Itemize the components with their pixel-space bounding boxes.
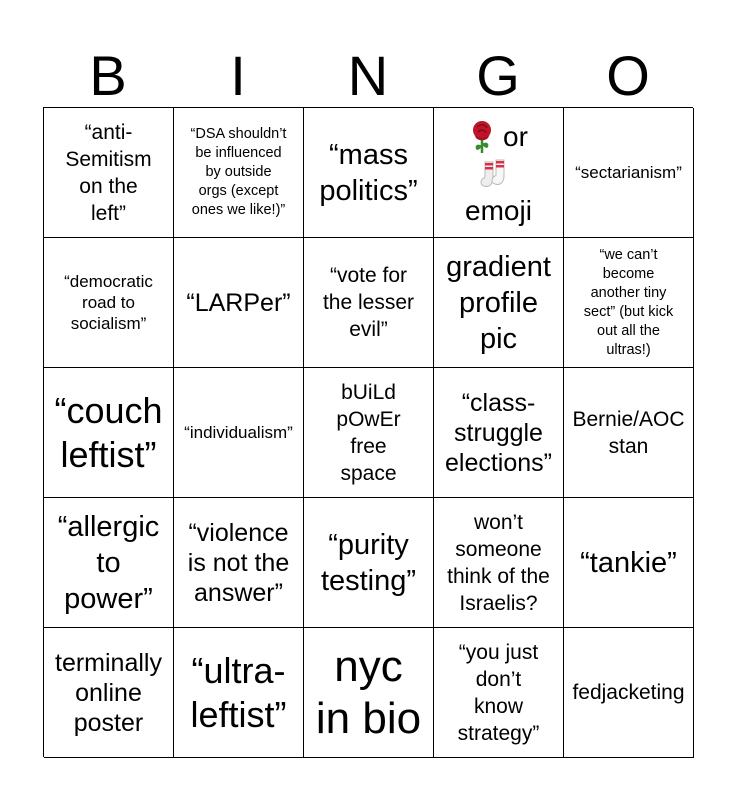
header-letter-b: B xyxy=(89,44,127,107)
bingo-cell[interactable] xyxy=(304,368,434,498)
cell-text: “allergic to power” xyxy=(57,510,160,615)
bingo-cell[interactable] xyxy=(44,628,174,758)
cell-text: fedjacketing xyxy=(572,681,685,704)
cell-text: won’t someone think of the Israelis? xyxy=(447,510,550,615)
cell-text: “LARPer” xyxy=(186,288,291,317)
cell-text: “DSA shouldn’t be influenced by outside orgs (except ones we like!)” xyxy=(190,126,287,218)
cell-text: “class- struggle elections” xyxy=(445,388,552,477)
cell-text: “ultra- leftist” xyxy=(190,649,287,735)
bingo-cell[interactable] xyxy=(304,628,434,758)
cell-text: Bernie/AOC stan xyxy=(572,407,685,458)
cell-text: “anti- Semitism on the left” xyxy=(65,120,152,225)
bingo-cell[interactable] xyxy=(44,108,174,238)
cell-text: “we can’t become another tiny sect” (but kick out all the ultras!) xyxy=(583,246,674,358)
cell-text: “purity testing” xyxy=(320,528,417,597)
bingo-cell[interactable] xyxy=(434,238,564,368)
cell-text: “couch leftist” xyxy=(54,389,163,475)
cell-text: “individualism” xyxy=(184,423,293,442)
cell-text: “vote for the lesser evil” xyxy=(322,264,415,341)
bingo-cell[interactable] xyxy=(44,368,174,498)
bingo-cell[interactable] xyxy=(434,368,564,498)
bingo-cell[interactable] xyxy=(564,108,694,238)
cell-text: “sectarianism” xyxy=(575,163,682,182)
bingo-cell[interactable] xyxy=(434,498,564,628)
bingo-cell[interactable] xyxy=(564,498,694,628)
bingo-cell[interactable] xyxy=(44,498,174,628)
cell-text: bUiLd pOwEr free space xyxy=(336,380,401,485)
bingo-cell[interactable] xyxy=(434,628,564,758)
emoji-row xyxy=(469,118,528,156)
bingo-header xyxy=(43,46,693,106)
bingo-cell[interactable] xyxy=(174,368,304,498)
bingo-cell[interactable] xyxy=(174,108,304,238)
bingo-cell[interactable] xyxy=(174,628,304,758)
header-letter-g: G xyxy=(476,44,520,107)
bingo-cell[interactable] xyxy=(304,108,434,238)
or-text: or xyxy=(503,120,528,152)
header-letter-o: O xyxy=(606,44,650,107)
socks-icon xyxy=(479,158,513,192)
cell-text: “mass politics” xyxy=(319,138,418,207)
bingo-cell[interactable] xyxy=(304,498,434,628)
cell-text: nyc in bio xyxy=(315,641,422,743)
bingo-cell[interactable] xyxy=(564,238,694,368)
bingo-cell[interactable] xyxy=(564,628,694,758)
bingo-cell[interactable] xyxy=(304,238,434,368)
rose-icon xyxy=(469,120,495,154)
cell-text: “violence is not the answer” xyxy=(187,518,290,607)
bingo-cell[interactable] xyxy=(174,498,304,628)
bingo-cell[interactable] xyxy=(44,238,174,368)
header-letter-n: N xyxy=(347,44,389,107)
header-letter-i: I xyxy=(230,44,246,107)
emoji-row-socks xyxy=(485,156,513,194)
cell-text: “tankie” xyxy=(580,546,677,579)
bingo-cell-emoji[interactable] xyxy=(434,108,564,238)
bingo-cell[interactable] xyxy=(564,368,694,498)
cell-text: “you just don’t know strategy” xyxy=(457,640,540,745)
bingo-grid xyxy=(43,107,693,757)
cell-text: terminally online poster xyxy=(55,648,162,737)
cell-text: “democratic road to socialism” xyxy=(64,272,153,333)
bingo-cell[interactable] xyxy=(174,238,304,368)
cell-text: gradient profile pic xyxy=(446,250,551,355)
emoji-word: emoji xyxy=(465,194,532,226)
